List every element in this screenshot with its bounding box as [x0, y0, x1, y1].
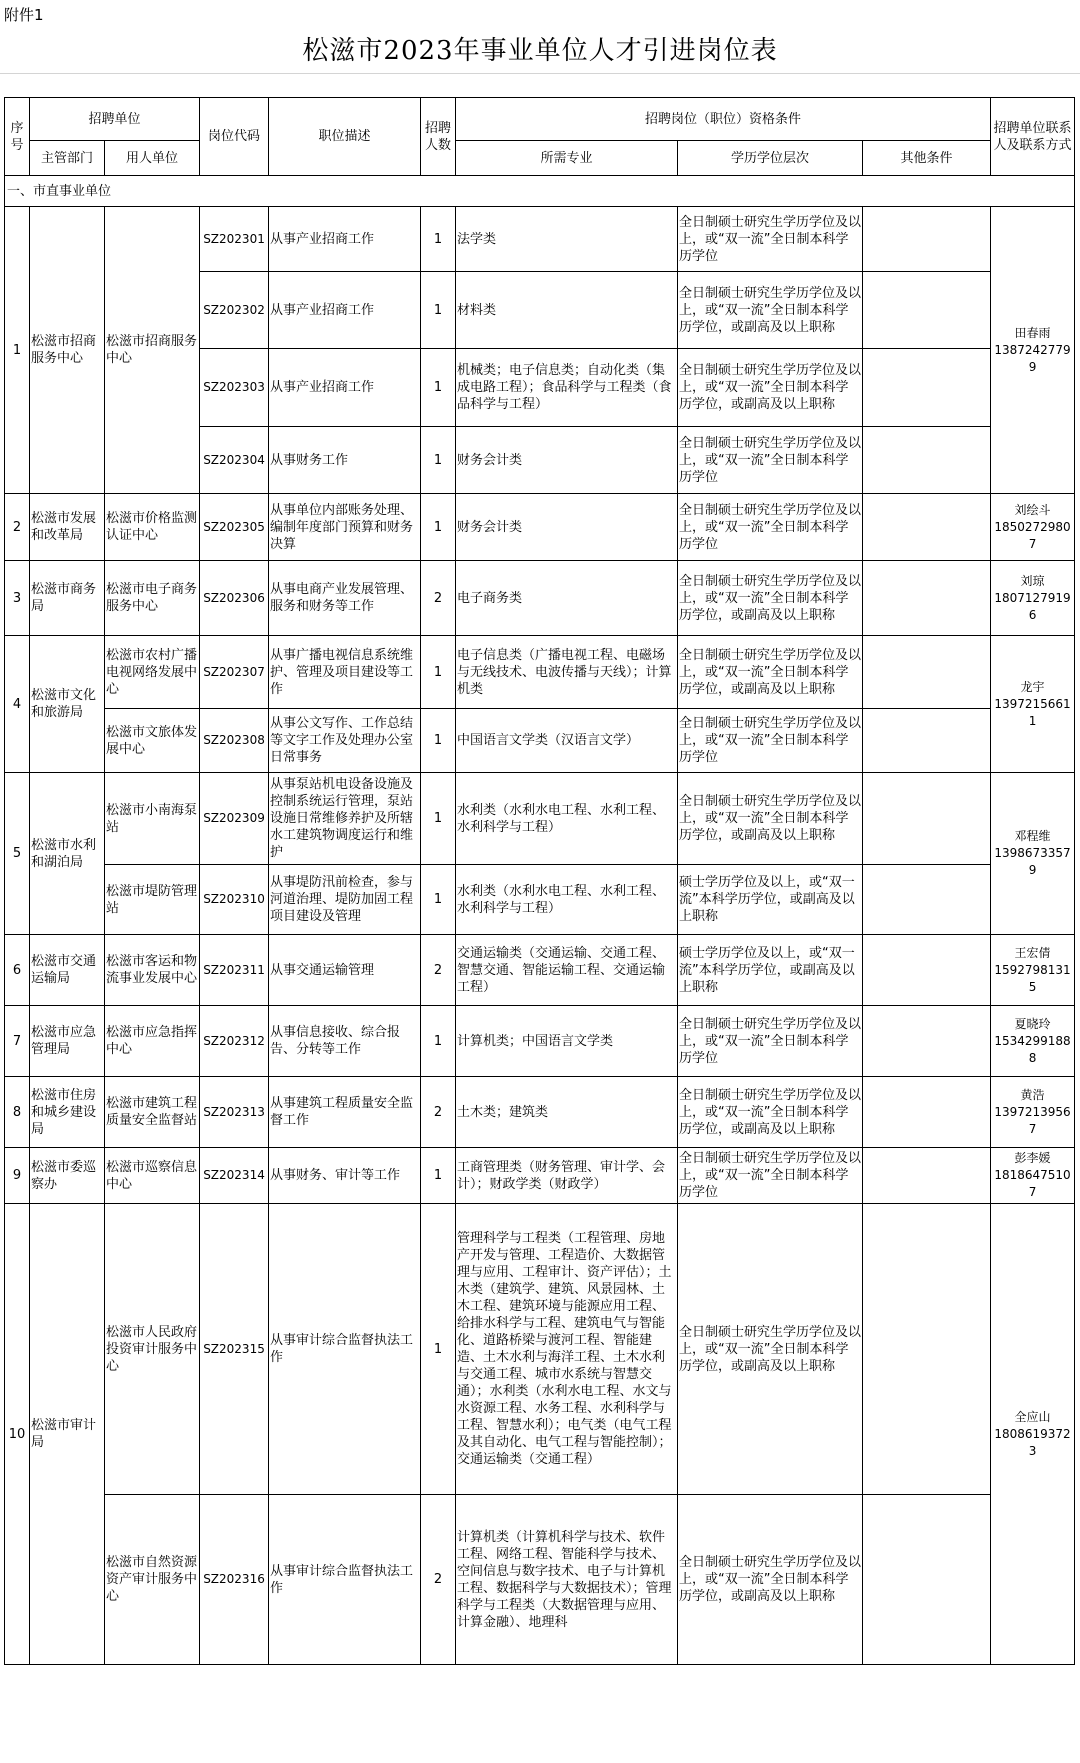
contact-name: 全应山	[1014, 1409, 1051, 1424]
major-cell: 财务会计类	[456, 494, 678, 561]
seq-cell: 1	[5, 207, 30, 494]
contact-phone: 18186475107	[994, 1168, 1071, 1199]
other-cell	[863, 773, 991, 865]
header-major: 所需专业	[456, 141, 678, 176]
job-desc-cell: 从事泵站机电设备设施及控制系统运行管理，泵站设施日常维修养护及所辖水工建筑物调度运行和维护	[269, 773, 421, 865]
other-cell	[863, 272, 991, 349]
employer-cell: 松滋市自然资源资产审计服务中心	[105, 1495, 200, 1665]
other-cell	[863, 636, 991, 709]
contact-name: 邓程维	[1014, 829, 1051, 843]
position-table	[4, 97, 1075, 1665]
job-desc-cell: 从事产业招商工作	[269, 272, 421, 349]
table-row	[5, 865, 1075, 935]
education-cell: 全日制硕士研究生学历学位及以上，或“双一流”全日制本科学历学位，或副高及以上职称	[678, 636, 863, 709]
header-job-desc: 职位描述	[269, 98, 421, 176]
contact-cell	[991, 561, 1075, 636]
seq-cell: 8	[5, 1077, 30, 1148]
table-row	[5, 935, 1075, 1006]
other-cell	[863, 1204, 991, 1495]
education-cell: 硕士学历学位及以上，或“双一流”本科学历学位，或副高及以上职称	[678, 935, 863, 1006]
post-code-cell: SZ202307	[200, 636, 269, 709]
contact-cell	[991, 1148, 1075, 1204]
table-row	[5, 1495, 1075, 1665]
job-desc-cell: 从事财务工作	[269, 427, 421, 494]
other-cell	[863, 1495, 991, 1665]
education-cell: 全日制硕士研究生学历学位及以上，或“双一流”全日制本科学历学位	[678, 709, 863, 773]
table-row	[5, 1006, 1075, 1077]
other-cell	[863, 1077, 991, 1148]
post-code-cell: SZ202313	[200, 1077, 269, 1148]
employer-cell: 松滋市巡察信息中心	[105, 1148, 200, 1204]
post-code-cell: SZ202308	[200, 709, 269, 773]
major-cell: 计算机类（计算机科学与技术、软件工程、网络工程、智能科学与技术、空间信息与数字技术、电子与计算机工程、数据科学与大数据技术）；管理科学与工程类（大数据管理与应用、计算金融）、地理科	[456, 1495, 678, 1665]
major-cell: 工商管理类（财务管理、审计学、会计）；财政学类（财政学）	[456, 1148, 678, 1204]
contact-cell	[991, 207, 1075, 494]
header-authority: 主管部门	[30, 141, 105, 176]
count-cell: 1	[421, 773, 456, 865]
authority-cell: 松滋市商务局	[30, 561, 105, 636]
section-heading: 一、市直事业单位	[5, 176, 1075, 207]
other-cell	[863, 349, 991, 427]
count-cell: 1	[421, 636, 456, 709]
count-cell: 1	[421, 427, 456, 494]
table-row	[5, 1077, 1075, 1148]
job-desc-cell: 从事交通运输管理	[269, 935, 421, 1006]
education-cell: 全日制硕士研究生学历学位及以上，或“双一流”全日制本科学历学位，或副高及以上职称	[678, 561, 863, 636]
education-cell: 全日制硕士研究生学历学位及以上，或“双一流”全日制本科学历学位，或副高及以上职称	[678, 272, 863, 349]
major-cell: 水利类（水利水电工程、水利工程、水利科学与工程）	[456, 865, 678, 935]
employer-cell: 松滋市堤防管理站	[105, 865, 200, 935]
table-row	[5, 561, 1075, 636]
other-cell	[863, 427, 991, 494]
major-cell: 财务会计类	[456, 427, 678, 494]
count-cell: 2	[421, 1077, 456, 1148]
table-row	[5, 1148, 1075, 1204]
major-cell: 材料类	[456, 272, 678, 349]
job-desc-cell: 从事单位内部账务处理、编制年度部门预算和财务决算	[269, 494, 421, 561]
education-cell: 全日制硕士研究生学历学位及以上，或“双一流”全日制本科学历学位，或副高及以上职称	[678, 1077, 863, 1148]
post-code-cell: SZ202304	[200, 427, 269, 494]
seq-cell: 2	[5, 494, 30, 561]
job-desc-cell: 从事产业招商工作	[269, 349, 421, 427]
seq-cell: 10	[5, 1204, 30, 1665]
job-desc-cell: 从事广播电视信息系统维护、管理及项目建设等工作	[269, 636, 421, 709]
count-cell: 1	[421, 207, 456, 272]
count-cell: 1	[421, 1204, 456, 1495]
employer-cell: 松滋市招商服务中心	[105, 207, 200, 494]
post-code-cell: SZ202309	[200, 773, 269, 865]
education-cell: 全日制硕士研究生学历学位及以上，或“双一流”全日制本科学历学位	[678, 427, 863, 494]
table-row	[5, 636, 1075, 709]
contact-cell	[991, 773, 1075, 935]
other-cell	[863, 561, 991, 636]
contact-cell	[991, 636, 1075, 773]
contact-name: 王宏倩	[1014, 945, 1051, 960]
post-code-cell: SZ202310	[200, 865, 269, 935]
contact-name: 刘琼	[1020, 573, 1045, 588]
job-desc-cell: 从事审计综合监督执法工作	[269, 1495, 421, 1665]
authority-cell: 松滋市文化和旅游局	[30, 636, 105, 773]
count-cell: 1	[421, 1006, 456, 1077]
major-cell: 水利类（水利水电工程、水利工程、水利科学与工程）	[456, 773, 678, 865]
contact-cell	[991, 935, 1075, 1006]
major-cell: 机械类；电子信息类；自动化类（集成电路工程）；食品科学与工程类（食品科学与工程）	[456, 349, 678, 427]
authority-cell: 松滋市住房和城乡建设局	[30, 1077, 105, 1148]
education-cell: 全日制硕士研究生学历学位及以上，或“双一流”全日制本科学历学位，或副高及以上职称	[678, 1495, 863, 1665]
seq-cell: 4	[5, 636, 30, 773]
attachment-label: 附件1	[4, 6, 44, 24]
employer-cell: 松滋市文旅体发展中心	[105, 709, 200, 773]
header-education: 学历学位层次	[678, 141, 863, 176]
job-desc-cell: 从事财务、审计等工作	[269, 1148, 421, 1204]
other-cell	[863, 865, 991, 935]
education-cell: 全日制硕士研究生学历学位及以上，或“双一流”全日制本科学历学位，或副高及以上职称	[678, 1204, 863, 1495]
job-desc-cell: 从事堤防汛前检查，参与河道治理、堤防加固工程项目建设及管理	[269, 865, 421, 935]
education-cell: 全日制硕士研究生学历学位及以上，或“双一流”全日制本科学历学位	[678, 494, 863, 561]
contact-cell	[991, 1204, 1075, 1665]
job-desc-cell: 从事产业招商工作	[269, 207, 421, 272]
table-row	[5, 207, 1075, 272]
other-cell	[863, 709, 991, 773]
employer-cell: 松滋市电子商务服务中心	[105, 561, 200, 636]
count-cell: 1	[421, 865, 456, 935]
other-cell	[863, 1148, 991, 1204]
education-cell: 全日制硕士研究生学历学位及以上，或“双一流”全日制本科学历学位	[678, 1148, 863, 1204]
contact-cell	[991, 494, 1075, 561]
employer-cell: 松滋市客运和物流事业发展中心	[105, 935, 200, 1006]
authority-cell: 松滋市审计局	[30, 1204, 105, 1665]
post-code-cell: SZ202315	[200, 1204, 269, 1495]
employer-cell: 松滋市建筑工程质量安全监督站	[105, 1077, 200, 1148]
contact-cell	[991, 1077, 1075, 1148]
post-code-cell: SZ202303	[200, 349, 269, 427]
authority-cell: 松滋市委巡察办	[30, 1148, 105, 1204]
authority-cell: 松滋市应急管理局	[30, 1006, 105, 1077]
education-cell: 全日制硕士研究生学历学位及以上，或“双一流”全日制本科学历学位，或副高及以上职称	[678, 773, 863, 865]
contact-phone: 13872427799	[994, 342, 1071, 374]
post-code-cell: SZ202314	[200, 1148, 269, 1204]
table-row	[5, 709, 1075, 773]
authority-cell: 松滋市交通运输局	[30, 935, 105, 1006]
job-desc-cell: 从事公文写作、工作总结等文字工作及处理办公室日常事务	[269, 709, 421, 773]
contact-name: 刘绘斗	[1014, 502, 1051, 517]
education-cell: 硕士学历学位及以上，或“双一流”本科学历学位，或副高及以上职称	[678, 865, 863, 935]
job-desc-cell: 从事信息接收、综合报告、分转等工作	[269, 1006, 421, 1077]
header-contact: 招聘单位联系人及联系方式	[991, 98, 1075, 176]
job-desc-cell: 从事审计综合监督执法工作	[269, 1204, 421, 1495]
contact-cell	[991, 1006, 1075, 1077]
header-count: 招聘人数	[421, 98, 456, 176]
other-cell	[863, 207, 991, 272]
count-cell: 1	[421, 709, 456, 773]
authority-cell: 松滋市水利和湖泊局	[30, 773, 105, 935]
table-row	[5, 1204, 1075, 1495]
post-code-cell: SZ202301	[200, 207, 269, 272]
employer-cell: 松滋市小南海泵站	[105, 773, 200, 865]
employer-cell: 松滋市价格监测认证中心	[105, 494, 200, 561]
table-row	[5, 773, 1075, 865]
post-code-cell: SZ202311	[200, 935, 269, 1006]
post-code-cell: SZ202316	[200, 1495, 269, 1665]
count-cell: 1	[421, 349, 456, 427]
authority-cell: 松滋市发展和改革局	[30, 494, 105, 561]
header-post-code: 岗位代码	[200, 98, 269, 176]
header-employer: 用人单位	[105, 141, 200, 176]
seq-cell: 3	[5, 561, 30, 636]
job-desc-cell: 从事建筑工程质量安全监督工作	[269, 1077, 421, 1148]
seq-cell: 5	[5, 773, 30, 935]
contact-phone: 18086193723	[994, 1426, 1071, 1458]
seq-cell: 7	[5, 1006, 30, 1077]
count-cell: 2	[421, 561, 456, 636]
header-other: 其他条件	[863, 141, 991, 176]
seq-cell: 9	[5, 1148, 30, 1204]
major-cell: 电子信息类（广播电视工程、电磁场与无线技术、电波传播与天线）；计算机类	[456, 636, 678, 709]
major-cell: 计算机类；中国语言文学类	[456, 1006, 678, 1077]
post-code-cell: SZ202306	[200, 561, 269, 636]
contact-name: 彭李媛	[1014, 1151, 1051, 1165]
employer-cell: 松滋市人民政府投资审计服务中心	[105, 1204, 200, 1495]
count-cell: 2	[421, 935, 456, 1006]
contact-name: 夏晓玲	[1014, 1016, 1051, 1031]
contact-phone: 13986733579	[994, 846, 1071, 877]
authority-cell: 松滋市招商服务中心	[30, 207, 105, 494]
seq-cell: 6	[5, 935, 30, 1006]
major-cell: 电子商务类	[456, 561, 678, 636]
contact-phone: 13972156611	[994, 696, 1071, 728]
employer-cell: 松滋市应急指挥中心	[105, 1006, 200, 1077]
contact-name: 黄浩	[1020, 1087, 1045, 1102]
contact-name: 田春雨	[1014, 325, 1051, 340]
major-cell: 土木类；建筑类	[456, 1077, 678, 1148]
job-desc-cell: 从事电商产业发展管理、服务和财务等工作	[269, 561, 421, 636]
post-code-cell: SZ202302	[200, 272, 269, 349]
education-cell: 全日制硕士研究生学历学位及以上，或“双一流”全日制本科学历学位	[678, 207, 863, 272]
count-cell: 2	[421, 1495, 456, 1665]
contact-phone: 18071279196	[994, 590, 1071, 622]
post-code-cell: SZ202305	[200, 494, 269, 561]
major-cell: 交通运输类（交通运输、交通工程、智慧交通、智能运输工程、交通运输工程）	[456, 935, 678, 1006]
post-code-cell: SZ202312	[200, 1006, 269, 1077]
employer-cell: 松滋市农村广播电视网络发展中心	[105, 636, 200, 709]
contact-phone: 13972139567	[994, 1104, 1071, 1136]
count-cell: 1	[421, 1148, 456, 1204]
other-cell	[863, 494, 991, 561]
contact-phone: 18502729807	[994, 519, 1071, 551]
other-cell	[863, 935, 991, 1006]
contact-name: 龙宇	[1020, 679, 1045, 694]
contact-phone: 15342991888	[994, 1033, 1071, 1065]
major-cell: 中国语言文学类（汉语言文学）	[456, 709, 678, 773]
count-cell: 1	[421, 494, 456, 561]
header-recruit-unit: 招聘单位	[30, 98, 200, 141]
contact-phone: 15927981315	[994, 962, 1071, 994]
header-seq: 序号	[5, 98, 30, 176]
table-row	[5, 494, 1075, 561]
other-cell	[863, 1006, 991, 1077]
major-cell: 法学类	[456, 207, 678, 272]
education-cell: 全日制硕士研究生学历学位及以上，或“双一流”全日制本科学历学位，或副高及以上职称	[678, 349, 863, 427]
document-title: 松滋市2023年事业单位人才引进岗位表	[302, 36, 778, 66]
education-cell: 全日制硕士研究生学历学位及以上，或“双一流”全日制本科学历学位	[678, 1006, 863, 1077]
major-cell: 管理科学与工程类（工程管理、房地产开发与管理、工程造价、大数据管理与应用、工程审计、资产评估）；土木类（建筑学、建筑、风景园林、土木工程、建筑环境与能源应用工程、给排水科学与工程、建筑电气与智能化、道路桥梁与渡河工程、智能建造、土木水利与海洋工程、土木水利与交通工程、城市水系统与智慧交通）；水利类（水利水电工程、水文与水资源工程、水务工程、水利科学与工程、智慧水利）；电气类（电气工程及其自动化、电气工程与智能控制）；交通运输类（交通工程）	[456, 1204, 678, 1495]
count-cell: 1	[421, 272, 456, 349]
header-qualifications: 招聘岗位（职位）资格条件	[456, 98, 991, 141]
